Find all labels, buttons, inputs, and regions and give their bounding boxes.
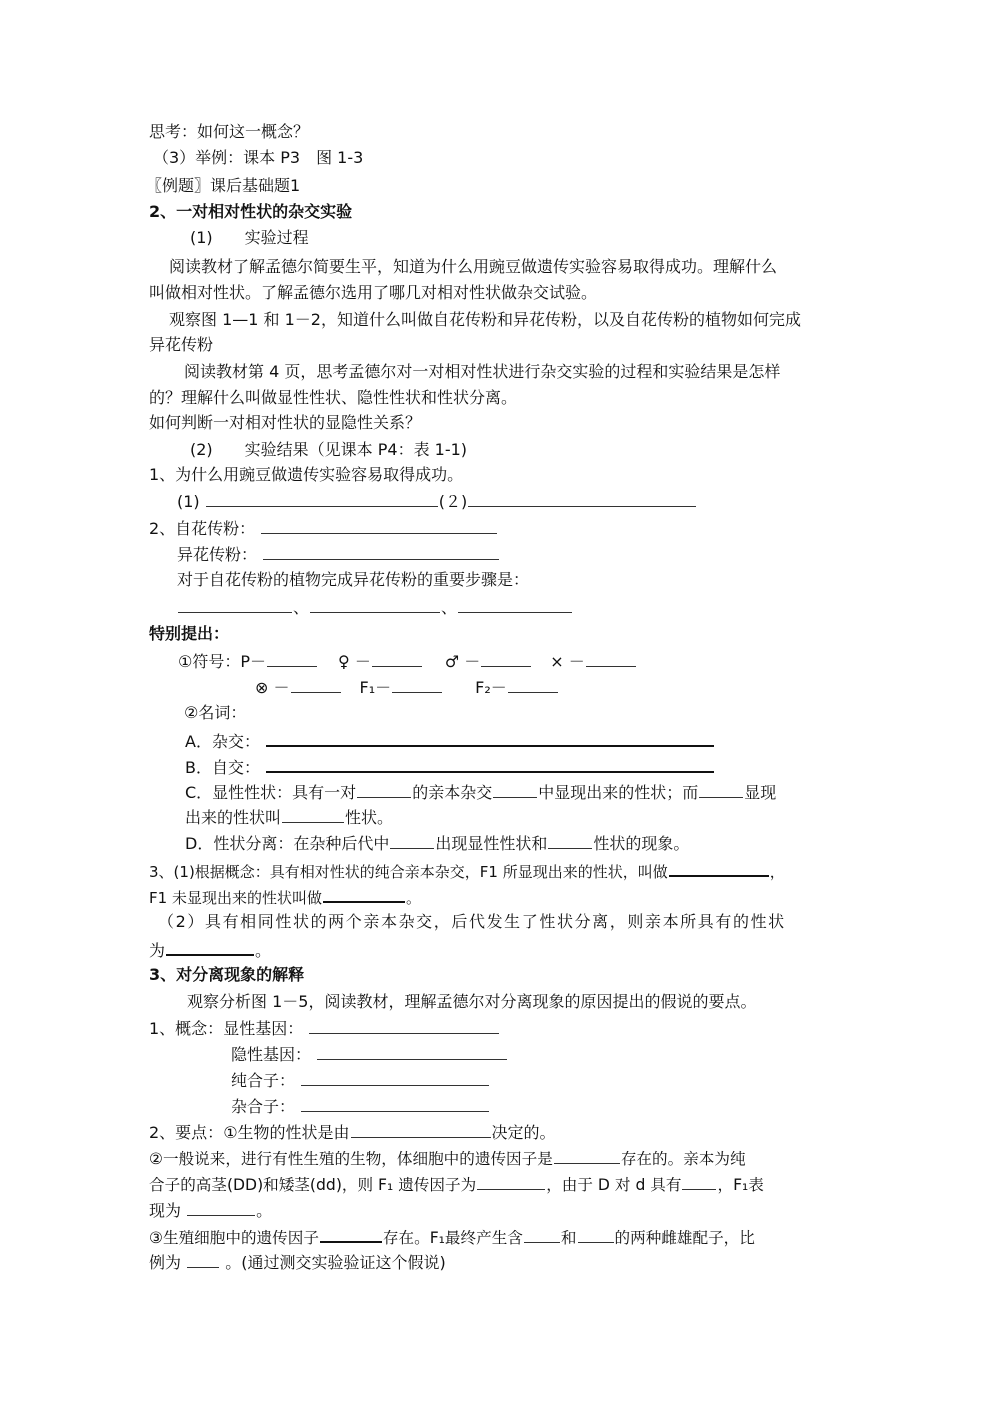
term-c-blank-1[interactable] [357, 781, 411, 798]
point-2-blank-4[interactable] [187, 1199, 255, 1216]
point-3-text-6: 。(通过测交实验验证这个假说) [225, 1253, 446, 1272]
comma: ， [769, 863, 785, 881]
self-pollination-label: 2、自花传粉： [149, 519, 256, 538]
dominant-gene-label: 显性基因： [223, 1019, 304, 1038]
paragraph-2b: 异花传粉 [149, 335, 214, 354]
period: 。 [255, 941, 272, 960]
point-1 [149, 1121, 556, 1144]
question-3b-text: F1 未显现出来的性状叫做 [149, 889, 322, 907]
point-1-blank[interactable] [351, 1121, 491, 1138]
term-c-blank-4[interactable] [282, 806, 344, 823]
point-3-text-1: ③生殖细胞中的遗传因子 [149, 1229, 319, 1247]
point-3-line-1 [149, 1225, 755, 1249]
period: 。 [256, 1201, 273, 1220]
symbol-self-blank[interactable] [291, 676, 341, 693]
term-c-text-3: 中显现出来的性状；而 [538, 783, 699, 802]
term-c-text-2: 的亲本杂交 [412, 783, 493, 802]
term-d-text-3: 性状的现象。 [593, 834, 690, 853]
point-3-text-4: 的两种雌雄配子，比 [614, 1229, 755, 1247]
step-2-blank[interactable] [310, 596, 440, 613]
symbol-f2: F₂－ [475, 678, 507, 697]
symbol-p-blank[interactable] [267, 650, 317, 667]
term-c-text-1: C．显性性状：具有一对 [185, 783, 357, 802]
symbol-p: P－ [240, 652, 267, 671]
symbols-row-1 [178, 650, 637, 673]
example-question-line: 〖例题〗课后基础题1 [146, 176, 301, 195]
concept-heterozygote [231, 1095, 490, 1118]
point-3-line-2 [149, 1251, 446, 1274]
concept-recessive [231, 1043, 508, 1066]
cross-pollination-label: 异花传粉： [177, 545, 258, 564]
question-3d-text: 为 [149, 941, 166, 960]
cross-pollination-blank[interactable] [263, 543, 499, 560]
subsection-1-title: (1) 实验过程 [190, 228, 309, 247]
answer-2-blank[interactable] [468, 490, 696, 507]
symbols-label: ①符号： [178, 652, 241, 671]
question-3b [149, 885, 421, 909]
recessive-gene-blank[interactable] [317, 1043, 507, 1060]
term-a [185, 729, 715, 753]
answer-1-label: (1) [177, 492, 200, 511]
point-3-blank-4[interactable] [187, 1251, 219, 1268]
point-2-text-1: ②一般说来，进行有性生殖的生物，体细胞中的遗传因子是 [149, 1150, 553, 1168]
question-3b-blank[interactable] [323, 885, 405, 903]
term-c-blank-3[interactable] [699, 781, 743, 798]
question-3a-blank[interactable] [669, 859, 769, 877]
section-2-title: 2、一对相对性状的杂交实验 [149, 202, 353, 221]
term-c-text-4: 显现 [744, 783, 777, 802]
question-1: 1、为什么用豌豆做遗传实验容易取得成功。 [149, 465, 464, 484]
point-3-blank-1[interactable] [320, 1225, 382, 1243]
symbol-f1: F₁－ [359, 678, 392, 697]
point-2-text-6: 现为 [149, 1201, 182, 1220]
concept-homozygote [231, 1069, 490, 1092]
point-2-text-4: ，由于 D 对 d 具有 [546, 1176, 682, 1194]
point-3-text-5: 例为 [149, 1253, 182, 1272]
point-2-line-1 [149, 1147, 746, 1170]
symbol-male-blank[interactable] [481, 650, 531, 667]
symbols-row-2 [255, 676, 559, 699]
term-b [185, 755, 715, 779]
paragraph-3a: 阅读教材第 4 页，思考孟德尔对一对相对性状进行杂交实验的过程和实验结果是怎样 [184, 362, 781, 381]
separator: 、 [441, 598, 458, 617]
answer-2-label: (２) [438, 492, 468, 511]
heterozygote-blank[interactable] [301, 1095, 489, 1112]
question-2-cross [177, 543, 500, 566]
point-2-text-2: 存在的。亲本为纯 [620, 1150, 746, 1168]
term-c-line-2 [185, 806, 393, 829]
symbol-f1-blank[interactable] [392, 676, 442, 693]
steps-blanks [177, 596, 573, 619]
question-3d-blank[interactable] [166, 938, 254, 956]
think-line: 思考：如何这一概念？ [149, 122, 310, 141]
paragraph-4: 如何判断一对相对性状的显隐性关系？ [149, 413, 422, 432]
point-3-text-2: 存在。F₁最终产生含 [382, 1229, 523, 1247]
symbol-cross-blank[interactable] [586, 650, 636, 667]
terms-label: ②名词： [184, 703, 247, 722]
term-a-blank[interactable] [266, 729, 714, 747]
self-pollination-blank[interactable] [261, 517, 497, 534]
point-2-blank-3[interactable] [682, 1173, 716, 1190]
period: 。 [405, 889, 421, 907]
dominant-gene-blank[interactable] [309, 1017, 499, 1034]
term-c-text-6: 性状。 [345, 808, 394, 827]
step-3-blank[interactable] [458, 596, 572, 613]
point-3-blank-3[interactable] [578, 1226, 614, 1243]
term-c-text-5: 出来的性状叫 [185, 808, 282, 827]
heterozygote-label: 杂合子： [231, 1097, 296, 1116]
point-2-line-3 [149, 1199, 272, 1222]
term-c-line-1 [185, 781, 776, 804]
point-3-blank-2[interactable] [524, 1226, 560, 1243]
step-1-blank[interactable] [178, 596, 292, 613]
term-d-blank-1[interactable] [390, 832, 434, 849]
example-line: （3）举例：课本 P3 图 1-3 [153, 148, 364, 167]
paragraph-2a: 观察图 1—1 和 1－2，知道什么叫做自花传粉和异花传粉，以及自花传粉的植物如何完成 [169, 310, 801, 329]
paragraph-1a: 阅读教材了解孟德尔简要生平，知道为什么用豌豆做遗传实验容易取得成功。理解什么 [169, 257, 778, 276]
special-heading: 特别提出： [149, 624, 230, 643]
term-a-label: A．杂交： [185, 732, 260, 751]
symbol-female: ♀ － [338, 652, 371, 671]
point-2-line-2 [149, 1173, 764, 1196]
symbol-cross: × － [550, 652, 585, 671]
homozygote-blank[interactable] [301, 1069, 489, 1086]
paragraph-1b: 叫做相对性状。了解孟德尔选用了哪几对相对性状做杂交试验。 [149, 283, 598, 302]
section-3-title: 3、对分离现象的解释 [149, 965, 305, 984]
term-d-text-2: 出现显性性状和 [435, 834, 548, 853]
term-d-text-1: D．性状分离：在杂种后代中 [185, 834, 390, 853]
section-3-intro: 观察分析图 1－5，阅读教材，理解孟德尔对分离现象的原因提出的假说的要点。 [187, 992, 757, 1011]
symbol-f2-blank[interactable] [508, 676, 558, 693]
term-c-blank-2[interactable] [493, 781, 537, 798]
point-1-text-1: ①生物的性状是由 [223, 1123, 350, 1142]
question-1-answers [177, 490, 697, 513]
symbol-self: ⊗ － [255, 678, 290, 697]
question-3a-text: 3、(1)根据概念：具有相对性状的纯合亲本杂交，F1 所显现出来的性状，叫做 [149, 863, 668, 881]
separator: 、 [293, 598, 310, 617]
question-3a [149, 859, 785, 883]
question-2-self [149, 517, 498, 540]
term-d [185, 832, 689, 855]
point-2-blank-1[interactable] [554, 1147, 620, 1164]
term-d-blank-2[interactable] [548, 832, 592, 849]
concept-dominant [149, 1017, 500, 1040]
point-2-text-5: ，F₁表 [717, 1176, 764, 1194]
question-3d [149, 938, 271, 962]
term-b-label: B．自交： [185, 758, 260, 777]
answer-1-blank[interactable] [206, 490, 438, 507]
point-3-text-3: 和 [560, 1229, 577, 1247]
paragraph-3b: 的？理解什么叫做显性性状、隐性性状和性状分离。 [149, 388, 518, 407]
point-2-blank-2[interactable] [477, 1173, 545, 1190]
point-1-text-2: 决定的。 [491, 1123, 556, 1142]
recessive-gene-label: 隐性基因： [231, 1045, 312, 1064]
point-2-text-3: 合子的高茎(DD)和矮茎(dd)，则 F₁ 遗传因子为 [149, 1176, 477, 1194]
question-3c: （2）具有相同性状的两个亲本杂交，后代发生了性状分离，则亲本所具有的性状 [158, 912, 786, 931]
term-b-blank[interactable] [266, 755, 714, 773]
concept-label: 1、概念： [149, 1019, 224, 1038]
homozygote-label: 纯合子： [231, 1071, 296, 1090]
subsection-2-title: (2) 实验结果（见课本 P4：表 1-1) [190, 440, 468, 459]
symbol-male: ♂ － [444, 652, 481, 671]
points-label: 2、要点： [149, 1123, 224, 1142]
question-2-steps: 对于自花传粉的植物完成异花传粉的重要步骤是： [177, 570, 530, 589]
symbol-female-blank[interactable] [372, 650, 422, 667]
